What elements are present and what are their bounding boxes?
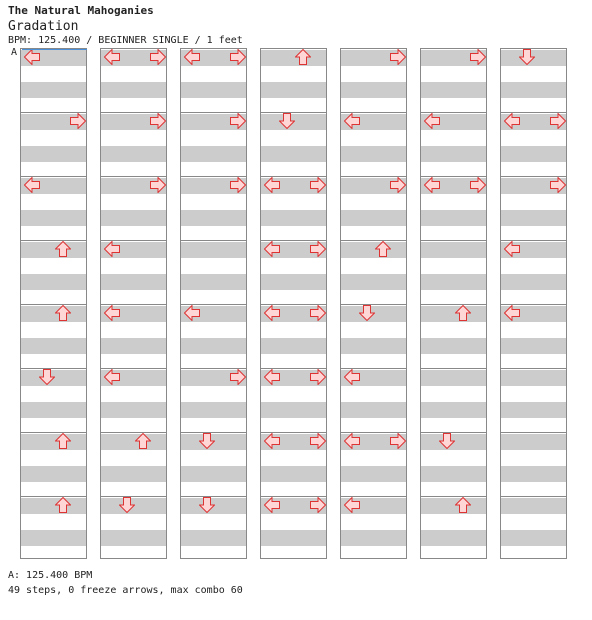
step-arrow-right-icon xyxy=(150,177,166,193)
song-title: Gradation xyxy=(8,19,79,34)
beat-band xyxy=(21,82,86,98)
beat-band xyxy=(101,402,166,418)
beat-band xyxy=(261,530,326,546)
step-arrow-left-icon xyxy=(264,369,280,385)
beat-band xyxy=(21,466,86,482)
beat-band xyxy=(21,146,86,162)
bpm-legend: A: 125.400 BPM xyxy=(8,570,93,581)
beat-band xyxy=(261,402,326,418)
step-arrow-right-icon xyxy=(390,49,406,65)
step-arrow-left-icon xyxy=(344,497,360,513)
step-arrow-right-icon xyxy=(310,241,326,257)
step-arrow-down-icon xyxy=(439,433,455,449)
step-arrow-left-icon xyxy=(504,305,520,321)
beat-band xyxy=(341,338,406,354)
step-arrow-right-icon xyxy=(310,369,326,385)
beat-band xyxy=(101,338,166,354)
step-arrow-left-icon xyxy=(104,369,120,385)
beat-band xyxy=(501,146,566,162)
beat-band xyxy=(421,242,486,258)
measure-line xyxy=(101,432,166,433)
step-arrow-left-icon xyxy=(184,305,200,321)
beat-band xyxy=(21,306,86,322)
step-arrow-up-icon xyxy=(295,49,311,65)
step-arrow-left-icon xyxy=(264,497,280,513)
beat-band xyxy=(421,370,486,386)
chart-column xyxy=(340,48,407,559)
measure-line xyxy=(181,240,246,241)
beat-band xyxy=(501,338,566,354)
beat-band xyxy=(21,210,86,226)
beat-band xyxy=(21,434,86,450)
beat-band xyxy=(341,146,406,162)
measure-line xyxy=(501,368,566,369)
beat-band xyxy=(21,530,86,546)
beat-band xyxy=(21,338,86,354)
step-arrow-right-icon xyxy=(150,113,166,129)
step-arrow-down-icon xyxy=(199,433,215,449)
beat-band xyxy=(341,402,406,418)
step-arrow-up-icon xyxy=(135,433,151,449)
measure-line xyxy=(421,240,486,241)
song-artist: The Natural Mahoganies xyxy=(8,4,154,17)
step-arrow-left-icon xyxy=(264,433,280,449)
beat-band xyxy=(101,274,166,290)
step-arrow-right-icon xyxy=(470,177,486,193)
step-arrow-right-icon xyxy=(550,177,566,193)
step-arrow-right-icon xyxy=(390,177,406,193)
step-arrow-left-icon xyxy=(104,305,120,321)
beat-band xyxy=(501,402,566,418)
step-arrow-right-icon xyxy=(470,49,486,65)
beat-band xyxy=(501,210,566,226)
step-arrow-right-icon xyxy=(230,369,246,385)
measure-line xyxy=(421,496,486,497)
chart-column xyxy=(20,48,87,559)
beat-band xyxy=(501,498,566,514)
beat-band xyxy=(501,274,566,290)
step-arrow-right-icon xyxy=(550,113,566,129)
beat-band xyxy=(181,338,246,354)
beat-band xyxy=(421,402,486,418)
step-arrow-left-icon xyxy=(264,177,280,193)
step-arrow-left-icon xyxy=(264,241,280,257)
step-arrow-right-icon xyxy=(70,113,86,129)
step-arrow-left-icon xyxy=(344,113,360,129)
beat-band xyxy=(101,530,166,546)
beat-band xyxy=(181,82,246,98)
step-arrow-up-icon xyxy=(55,305,71,321)
beat-band xyxy=(261,146,326,162)
beat-band xyxy=(501,82,566,98)
step-arrow-down-icon xyxy=(359,305,375,321)
step-arrow-down-icon xyxy=(39,369,55,385)
step-arrow-up-icon xyxy=(55,497,71,513)
beat-band xyxy=(421,530,486,546)
beat-band xyxy=(181,466,246,482)
beat-band xyxy=(421,306,486,322)
step-arrow-right-icon xyxy=(310,497,326,513)
step-arrow-down-icon xyxy=(199,497,215,513)
beat-band xyxy=(261,466,326,482)
beat-band xyxy=(101,434,166,450)
step-arrow-right-icon xyxy=(310,177,326,193)
measure-line xyxy=(501,432,566,433)
step-arrow-down-icon xyxy=(519,49,535,65)
beat-band xyxy=(421,210,486,226)
step-arrow-left-icon xyxy=(184,49,200,65)
beat-band xyxy=(341,466,406,482)
beat-band xyxy=(421,498,486,514)
beat-band xyxy=(501,434,566,450)
beat-band xyxy=(181,210,246,226)
step-arrow-left-icon xyxy=(344,369,360,385)
beat-band xyxy=(21,242,86,258)
step-arrow-down-icon xyxy=(119,497,135,513)
beat-band xyxy=(421,82,486,98)
beat-band xyxy=(341,242,406,258)
beat-band xyxy=(341,274,406,290)
step-arrow-left-icon xyxy=(424,177,440,193)
step-arrow-up-icon xyxy=(55,433,71,449)
beat-band xyxy=(21,498,86,514)
beat-band xyxy=(341,82,406,98)
step-arrow-up-icon xyxy=(455,305,471,321)
beat-band xyxy=(261,82,326,98)
measure-line xyxy=(341,240,406,241)
chart-column xyxy=(500,48,567,559)
beat-band xyxy=(181,146,246,162)
step-arrow-left-icon xyxy=(24,177,40,193)
step-arrow-up-icon xyxy=(455,497,471,513)
beat-band xyxy=(261,338,326,354)
bpm-change-marker: A xyxy=(11,47,18,58)
beat-band xyxy=(501,530,566,546)
step-arrow-right-icon xyxy=(230,177,246,193)
step-arrow-right-icon xyxy=(230,49,246,65)
step-arrow-left-icon xyxy=(344,433,360,449)
measure-line xyxy=(21,496,86,497)
step-arrow-right-icon xyxy=(150,49,166,65)
step-arrow-left-icon xyxy=(104,49,120,65)
measure-line xyxy=(21,240,86,241)
chart-column xyxy=(100,48,167,559)
beat-band xyxy=(421,466,486,482)
beat-band xyxy=(341,530,406,546)
chart-column xyxy=(420,48,487,559)
step-summary: 49 steps, 0 freeze arrows, max combo 60 xyxy=(8,585,243,596)
chart-info: BPM: 125.400 / BEGINNER SINGLE / 1 feet xyxy=(8,35,243,46)
beat-band xyxy=(261,50,326,66)
beat-band xyxy=(181,274,246,290)
step-arrow-left-icon xyxy=(504,113,520,129)
chart-column xyxy=(260,48,327,559)
beat-band xyxy=(501,466,566,482)
step-arrow-right-icon xyxy=(310,433,326,449)
beat-band xyxy=(421,338,486,354)
beat-band xyxy=(101,210,166,226)
step-arrow-left-icon xyxy=(104,241,120,257)
measure-line xyxy=(421,368,486,369)
step-arrow-left-icon xyxy=(424,113,440,129)
step-arrow-right-icon xyxy=(310,305,326,321)
measure-line xyxy=(501,496,566,497)
step-arrow-down-icon xyxy=(279,113,295,129)
beat-band xyxy=(501,370,566,386)
step-arrow-right-icon xyxy=(390,433,406,449)
step-arrow-up-icon xyxy=(375,241,391,257)
beat-band xyxy=(341,210,406,226)
bpm-change-line xyxy=(22,49,87,50)
chart-column xyxy=(180,48,247,559)
measure-line xyxy=(21,432,86,433)
beat-band xyxy=(101,466,166,482)
beat-band xyxy=(101,146,166,162)
beat-band xyxy=(101,82,166,98)
beat-band xyxy=(21,274,86,290)
beat-band xyxy=(181,530,246,546)
step-arrow-left-icon xyxy=(264,305,280,321)
step-arrow-left-icon xyxy=(24,49,40,65)
beat-band xyxy=(421,146,486,162)
measure-line xyxy=(421,304,486,305)
step-arrow-left-icon xyxy=(504,241,520,257)
beat-band xyxy=(21,402,86,418)
beat-band xyxy=(181,242,246,258)
beat-band xyxy=(181,402,246,418)
beat-band xyxy=(421,274,486,290)
beat-band xyxy=(261,274,326,290)
step-arrow-up-icon xyxy=(55,241,71,257)
step-arrow-right-icon xyxy=(230,113,246,129)
measure-line xyxy=(21,304,86,305)
beat-band xyxy=(261,210,326,226)
